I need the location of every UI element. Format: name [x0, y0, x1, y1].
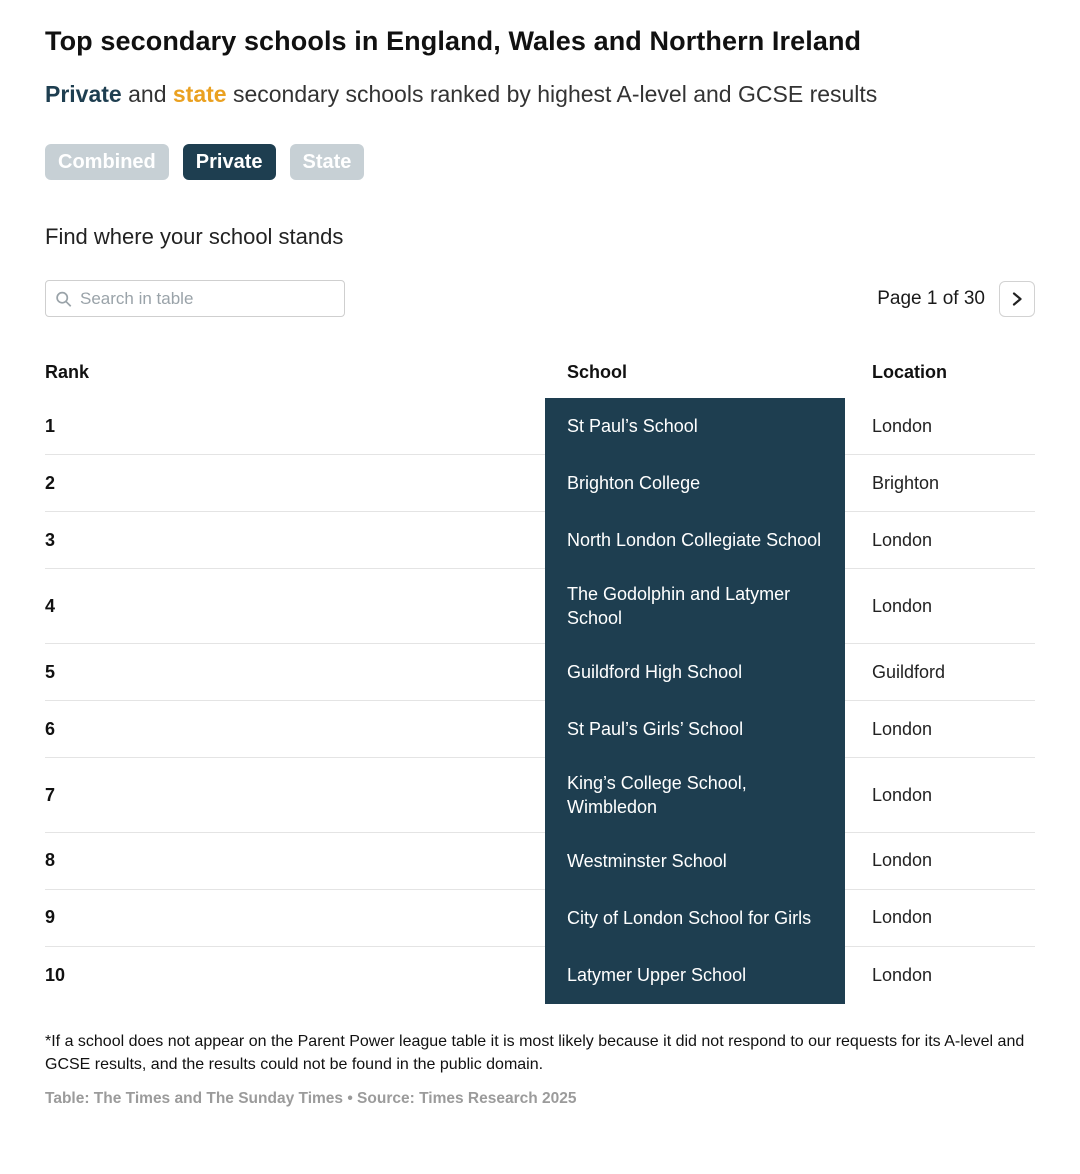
column-header-rank: Rank [45, 362, 90, 383]
column-header-school: School [567, 362, 628, 382]
table-row [45, 947, 1035, 1004]
school-cell: King’s College School, Wimbledon [545, 758, 845, 833]
rank-cell: 5 [45, 644, 545, 701]
rank-cell: 6 [45, 701, 545, 758]
tab-private[interactable]: Private [183, 144, 276, 180]
search-input[interactable] [45, 280, 345, 317]
school-cell: Westminster School [545, 833, 845, 890]
school-cell: St Paul’s Girls’ School [545, 701, 845, 758]
school-cell: City of London School for Girls [545, 890, 845, 947]
school-cell: North London Collegiate School [545, 512, 845, 569]
school-cell: St Paul’s School [545, 398, 845, 455]
school-cell: The Godolphin and Latymer School [545, 569, 845, 644]
location-cell: Guildford [845, 644, 1035, 701]
table-row [45, 758, 1035, 833]
school-cell: Latymer Upper School [545, 947, 845, 1004]
location-cell: London [872, 964, 933, 985]
rank-cell: 8 [45, 833, 545, 890]
rank-cell: 9 [45, 890, 545, 947]
location-cell: London [845, 833, 1035, 890]
location-cell: Brighton [845, 455, 1035, 512]
location-cell: London [845, 569, 1035, 644]
subtitle-private: Private [45, 81, 122, 107]
table-row [45, 512, 1035, 569]
table-body [45, 398, 1035, 1004]
pagination [877, 281, 1035, 317]
schools-table [45, 349, 1035, 1004]
search-box [45, 280, 345, 317]
table-row [45, 398, 1035, 455]
next-page-button[interactable] [999, 281, 1035, 317]
school-cell: Brighton College [545, 455, 845, 512]
school-cell: Guildford High School [545, 644, 845, 701]
table-row [45, 890, 1035, 947]
subtitle-state: state [172, 81, 227, 107]
table-row [45, 569, 1035, 644]
rank-cell: 1 [45, 398, 545, 455]
view-tabs [45, 144, 1035, 180]
table-controls [45, 280, 1035, 317]
footnote: *If a school does not appear on the Parent Power league table it is most likely because it did not respond to our requests for its A-level and GCSE results, and the results could not be found in the public domain. [45, 1032, 1025, 1074]
tab-combined[interactable]: Combined [45, 144, 169, 180]
page-indicator: Page 1 of 30 [877, 287, 985, 309]
tab-state[interactable]: State [290, 144, 365, 180]
table-row [45, 701, 1035, 758]
table-header [45, 349, 1035, 398]
table-row [45, 455, 1035, 512]
page-title: Top secondary schools in England, Wales and Northern Ireland [45, 26, 862, 56]
chevron-right-icon [1010, 292, 1024, 306]
location-cell: London [845, 701, 1035, 758]
rank-cell: 10 [45, 964, 66, 985]
section-heading: Find where your school stands [45, 224, 344, 249]
rank-cell: 3 [45, 512, 545, 569]
subtitle-rest: secondary schools ranked by highest A-level and GCSE results [226, 81, 878, 107]
location-cell: London [845, 890, 1035, 947]
location-cell: London [845, 758, 1035, 833]
table-row [45, 644, 1035, 701]
column-header-location: Location [872, 362, 947, 383]
location-cell: London [845, 512, 1035, 569]
location-cell: London [845, 398, 1035, 455]
table-row [45, 833, 1035, 890]
rank-cell: 7 [45, 758, 545, 833]
subtitle [45, 81, 1035, 108]
rank-cell: 2 [45, 455, 545, 512]
rank-cell: 4 [45, 569, 545, 644]
search-icon [55, 290, 72, 307]
subtitle-mid: and [121, 81, 173, 107]
source-credit: Table: The Times and The Sunday Times • Source: Times Research 2025 [45, 1090, 577, 1108]
